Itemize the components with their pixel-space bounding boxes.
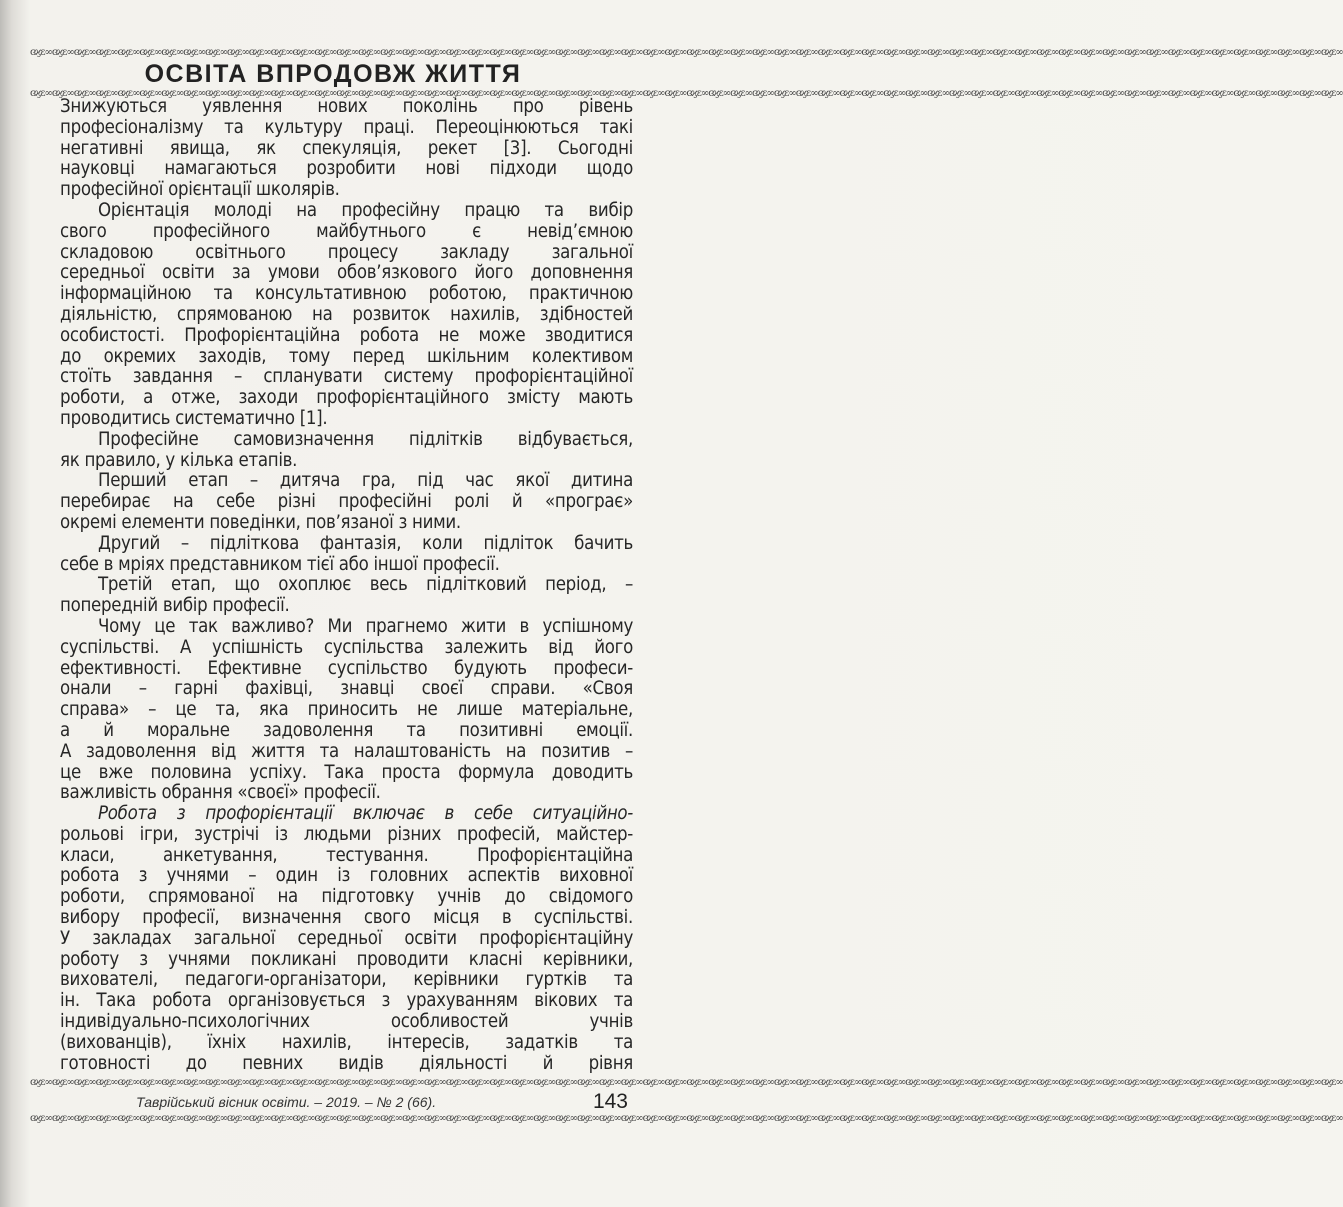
- text-line: вихователі, педагоги-організатори, керівники гуртків та: [60, 969, 633, 991]
- text-line: суспільстві. А успішність суспільства залежить від його: [60, 636, 633, 658]
- text-line: роботи, спрямованої на підготовку учнів до свідомого: [60, 886, 633, 908]
- text-line: (вихованців), їхніх нахилів, інтересів, задатків та: [60, 1031, 633, 1053]
- text-line: справа» – це та, яка приносить не лише матеріальне,: [60, 699, 633, 721]
- text-line: А задоволення від життя та налаштованість на позитив –: [60, 740, 633, 762]
- text-line: проводитись систематично [1].: [60, 407, 328, 429]
- text-line: роботи, а отже, заходи профорієнтаційного змісту мають: [60, 387, 633, 409]
- text-line: негативні явища, як спекуляція, рекет [3]. Сьогодні: [60, 137, 633, 159]
- article-body: [60, 97, 633, 1074]
- text-line: ефективності. Ефективне суспільство будують професи-: [60, 657, 633, 679]
- text-line: це вже половина успіху. Така проста формула доводить: [60, 761, 633, 783]
- text-line: окремі елементи поведінки, пов’язаної з ними.: [60, 511, 461, 533]
- footer-ornament-top: ɞϗɛ∞ɞϗɛ∞ɞϗɛ∞ɞϗɛ∞ɞϗɛ∞ɞϗɛ∞ɞϗɛ∞ɞϗɛ∞ɞϗɛ∞ɞϗɛ∞ɞϗɛ∞ɞϗɛ∞ɞϗɛ∞ɞϗɛ∞ɞϗɛ∞ɞϗɛ∞ɞϗɛ∞ɞϗɛ∞ɞϗɛ∞ɞϗɛ∞ɞϗɛ∞ɞϗɛ∞ɞϗɛ∞ɞϗɛ∞ɞϗɛ∞ɞϗɛ∞ɞϗɛ∞ɞϗɛ∞ɞϗɛ∞ɞϗɛ∞ɞϗɛ∞ɞϗɛ∞ɞϗɛ∞ɞϗɛ∞ɞϗɛ∞ɞϗɛ∞ɞϗɛ∞ɞϗɛ∞ɞϗɛ∞ɞϗɛ∞ɞϗɛ∞ɞϗɛ∞ɞϗɛ∞ɞϗɛ∞ɞϗɛ∞ɞϗɛ∞ɞϗɛ∞ɞϗɛ∞ɞϗɛ∞ɞϗɛ∞ɞϗɛ∞ɞϗɛ∞ɞϗɛ∞ɞϗɛ∞ɞϗɛ∞ɞϗɛ∞ɞϗɛ∞ɞϗɛ∞ɞϗɛ∞ɞϗɛ∞: [30, 1077, 1343, 1088]
- text-line: Третій етап, що охоплює весь підлітковий період, –: [98, 574, 633, 596]
- text-line: індивідуально-психологічних особливостей учнів: [60, 1011, 633, 1033]
- text-line: рольові ігри, зустрічі із людьми різних професій, майстер-: [60, 823, 633, 845]
- text-line: стоїть завдання – спланувати систему профорієнтаційної: [60, 366, 633, 388]
- text-line: свого професійного майбутнього є невід’ємною: [60, 220, 633, 242]
- text-line: вибору професії, визначення свого місця в суспільстві.: [60, 907, 633, 929]
- text-line: до окремих заходів, тому перед шкільним колективом: [60, 345, 633, 367]
- section-title: ОСВІТА ВПРОДОВЖ ЖИТТЯ: [144, 60, 522, 88]
- text-line: складовою освітнього процесу закладу загальної: [60, 241, 633, 263]
- text-line: ін. Така робота організовується з урахуванням вікових та: [60, 990, 633, 1012]
- text-line: Чому це так важливо? Ми прагнемо жити в успішному: [98, 615, 633, 637]
- text-line: попередній вибір професії.: [60, 595, 290, 617]
- text-line: Робота з профорієнтації включає в себе ситуаційно-: [98, 803, 633, 825]
- text-line: онали – гарні фахівці, знавці своєї справи. «Своя: [60, 678, 633, 700]
- text-line: професіоналізму та культуру праці. Переоцінюються такі: [60, 116, 633, 138]
- text-line: професійної орієнтації школярів.: [60, 179, 340, 201]
- text-line: науковці намагаються розробити нові підходи щодо: [60, 158, 633, 180]
- footer-ornament-bottom: ɞϗɛ∞ɞϗɛ∞ɞϗɛ∞ɞϗɛ∞ɞϗɛ∞ɞϗɛ∞ɞϗɛ∞ɞϗɛ∞ɞϗɛ∞ɞϗɛ∞ɞϗɛ∞ɞϗɛ∞ɞϗɛ∞ɞϗɛ∞ɞϗɛ∞ɞϗɛ∞ɞϗɛ∞ɞϗɛ∞ɞϗɛ∞ɞϗɛ∞ɞϗɛ∞ɞϗɛ∞ɞϗɛ∞ɞϗɛ∞ɞϗɛ∞ɞϗɛ∞ɞϗɛ∞ɞϗɛ∞ɞϗɛ∞ɞϗɛ∞ɞϗɛ∞ɞϗɛ∞ɞϗɛ∞ɞϗɛ∞ɞϗɛ∞ɞϗɛ∞ɞϗɛ∞ɞϗɛ∞ɞϗɛ∞ɞϗɛ∞ɞϗɛ∞ɞϗɛ∞ɞϗɛ∞ɞϗɛ∞ɞϗɛ∞ɞϗɛ∞ɞϗɛ∞ɞϗɛ∞ɞϗɛ∞ɞϗɛ∞ɞϗɛ∞ɞϗɛ∞ɞϗɛ∞ɞϗɛ∞ɞϗɛ∞ɞϗɛ∞ɞϗɛ∞ɞϗɛ∞ɞϗɛ∞ɞϗɛ∞: [30, 1113, 1343, 1124]
- text-line: особистості. Профорієнтаційна робота не може зводитися: [60, 324, 633, 346]
- text-line: середньої освіти за умови обов’язкового його доповнення: [60, 262, 633, 284]
- journal-citation: Таврійський вісник освіти. – 2019. – № 2 (66).: [136, 1094, 437, 1110]
- text-line: перебирає на себе різні професійні ролі й «програє»: [60, 491, 633, 513]
- text-line: себе в мріях представником тієї або іншої професії.: [60, 553, 500, 575]
- text-line: робота з учнями – один із головних аспектів виховної: [60, 865, 633, 887]
- text-line: роботу з учнями покликані проводити класні керівники,: [60, 948, 633, 970]
- page-footer: [60, 1090, 632, 1114]
- text-line: Орієнтація молоді на професійну працю та вибір: [98, 199, 633, 221]
- text-line: інформаційною та консультативною роботою, практичною: [60, 283, 633, 305]
- text-line: важливість обрання «своєї» професії.: [60, 782, 381, 804]
- text-line: Знижуються уявлення нових поколінь про рівень: [60, 96, 633, 117]
- text-line: класи, анкетування, тестування. Профорієнтаційна: [60, 844, 633, 866]
- text-line: Перший етап – дитяча гра, під час якої дитина: [98, 470, 633, 492]
- header-ornament-bottom: ɞϗɛ∞ɞϗɛ∞ɞϗɛ∞ɞϗɛ∞ɞϗɛ∞ɞϗɛ∞ɞϗɛ∞ɞϗɛ∞ɞϗɛ∞ɞϗɛ∞ɞϗɛ∞ɞϗɛ∞ɞϗɛ∞ɞϗɛ∞ɞϗɛ∞ɞϗɛ∞ɞϗɛ∞ɞϗɛ∞ɞϗɛ∞ɞϗɛ∞ɞϗɛ∞ɞϗɛ∞ɞϗɛ∞ɞϗɛ∞ɞϗɛ∞ɞϗɛ∞ɞϗɛ∞ɞϗɛ∞ɞϗɛ∞ɞϗɛ∞ɞϗɛ∞ɞϗɛ∞ɞϗɛ∞ɞϗɛ∞ɞϗɛ∞ɞϗɛ∞ɞϗɛ∞ɞϗɛ∞ɞϗɛ∞ɞϗɛ∞ɞϗɛ∞ɞϗɛ∞ɞϗɛ∞ɞϗɛ∞ɞϗɛ∞ɞϗɛ∞ɞϗɛ∞ɞϗɛ∞ɞϗɛ∞ɞϗɛ∞ɞϗɛ∞ɞϗɛ∞ɞϗɛ∞ɞϗɛ∞ɞϗɛ∞ɞϗɛ∞ɞϗɛ∞ɞϗɛ∞ɞϗɛ∞ɞϗɛ∞: [30, 88, 1343, 99]
- text-line: Професійне самовизначення підлітків відбувається,: [98, 428, 633, 450]
- text-line: готовності до певних видів діяльності й рівня: [60, 1052, 633, 1074]
- text-line: а й моральне задоволення та позитивні емоції.: [60, 719, 633, 741]
- text-line: У закладах загальної середньої освіти профорієнтаційну: [60, 927, 633, 949]
- text-line: як правило, у кілька етапів.: [60, 449, 298, 471]
- text-line: діяльністю, спрямованою на розвиток нахилів, здібностей: [60, 303, 633, 325]
- text-line: Другий – підліткова фантазія, коли підліток бачить: [98, 532, 633, 554]
- header-ornament-top: ɞϗɛ∞ɞϗɛ∞ɞϗɛ∞ɞϗɛ∞ɞϗɛ∞ɞϗɛ∞ɞϗɛ∞ɞϗɛ∞ɞϗɛ∞ɞϗɛ∞ɞϗɛ∞ɞϗɛ∞ɞϗɛ∞ɞϗɛ∞ɞϗɛ∞ɞϗɛ∞ɞϗɛ∞ɞϗɛ∞ɞϗɛ∞ɞϗɛ∞ɞϗɛ∞ɞϗɛ∞ɞϗɛ∞ɞϗɛ∞ɞϗɛ∞ɞϗɛ∞ɞϗɛ∞ɞϗɛ∞ɞϗɛ∞ɞϗɛ∞ɞϗɛ∞ɞϗɛ∞ɞϗɛ∞ɞϗɛ∞ɞϗɛ∞ɞϗɛ∞ɞϗɛ∞ɞϗɛ∞ɞϗɛ∞ɞϗɛ∞ɞϗɛ∞ɞϗɛ∞ɞϗɛ∞ɞϗɛ∞ɞϗɛ∞ɞϗɛ∞ɞϗɛ∞ɞϗɛ∞ɞϗɛ∞ɞϗɛ∞ɞϗɛ∞ɞϗɛ∞ɞϗɛ∞ɞϗɛ∞ɞϗɛ∞ɞϗɛ∞ɞϗɛ∞ɞϗɛ∞ɞϗɛ∞ɞϗɛ∞: [30, 47, 1343, 58]
- page-number: 143: [592, 1090, 628, 1113]
